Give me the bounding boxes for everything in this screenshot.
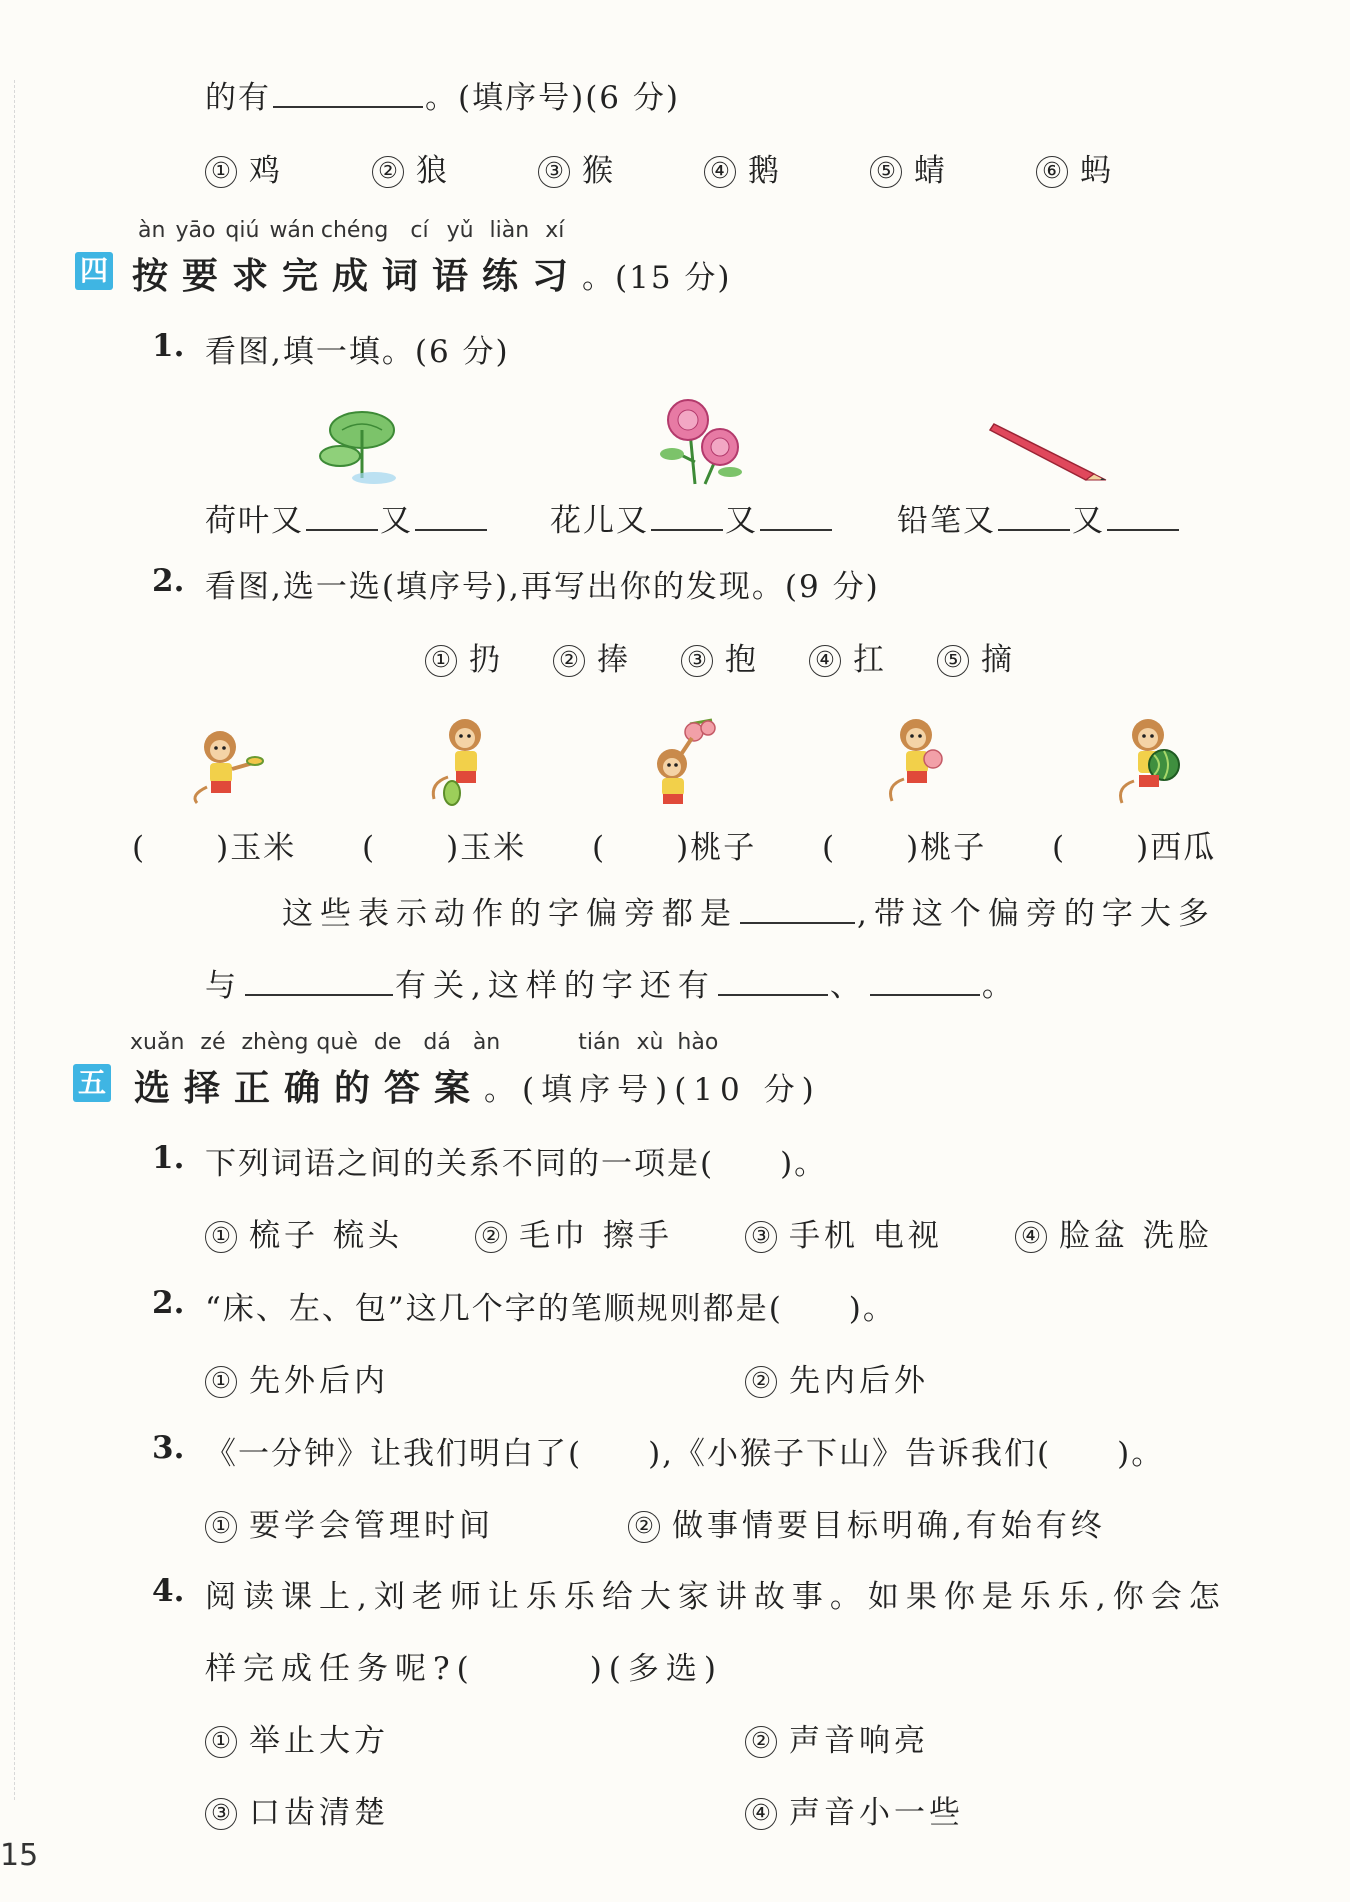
q4-2-option-5: ⑤ 摘: [937, 634, 1016, 679]
prev-question-line: [205, 72, 680, 117]
answer-blank[interactable]: [870, 964, 980, 996]
q5-3-option-1: ① 要学会管理时间: [205, 1500, 494, 1545]
sec4-pinyin: àn yāo qiú wán chéng cí yǔ liàn xí: [138, 218, 565, 243]
answer-blank[interactable]: [998, 499, 1070, 531]
sec5-heading: [134, 1060, 821, 1111]
q4-2-item-1: ( )玉米: [132, 830, 297, 866]
q5-2-option-1: ① 先外后内: [205, 1355, 389, 1400]
q5-1-text: 下列词语之间的关系不同的一项是( )。: [205, 1146, 828, 1182]
q4-2-item-5: ( )西瓜: [1052, 830, 1217, 866]
q4-2-option-4: ④ 扛: [809, 634, 888, 679]
q5-4-option-2: ② 声音响亮: [745, 1715, 929, 1760]
q5-3-text: 《一分钟》让我们明白了( ),《小猴子下山》告诉我们( )。: [205, 1436, 1165, 1472]
q5-4-option-4: ④ 声音小一些: [745, 1787, 964, 1832]
q5-2-number: 2.: [152, 1285, 185, 1321]
sec5-title: 选择正确的答案: [134, 1068, 485, 1109]
q5-2-text: “床、左、包”这几个字的笔顺规则都是( )。: [205, 1291, 896, 1327]
q4-1-text: 看图,填一填。(6 分): [205, 334, 510, 370]
q5-4-text-line-2: 样完成任务呢?( )(多选): [205, 1651, 723, 1687]
q4-2-number: 2.: [152, 563, 185, 599]
monkey-peach-icon-2: [878, 715, 968, 810]
sec4-heading: [132, 248, 732, 299]
q4-2-option-1: ① 扔: [425, 634, 504, 679]
q4-2-option-2: ② 捧: [553, 634, 632, 679]
prev-option-2: ② 狼: [372, 145, 451, 190]
prev-text-b: 。(填序号)(6 分): [425, 80, 680, 116]
flower-icon: [650, 392, 750, 492]
q5-4-number: 4.: [152, 1573, 185, 1609]
margin-line: [14, 80, 15, 1800]
monkey-corn-icon-2: [420, 715, 510, 810]
answer-blank[interactable]: [415, 499, 487, 531]
q4-2-item-2: ( )玉米: [362, 830, 527, 866]
q5-1-option-4: ④ 脸盆 洗脸: [1015, 1210, 1213, 1255]
q5-3-number: 3.: [152, 1430, 185, 1466]
answer-blank[interactable]: [740, 892, 855, 924]
answer-blank[interactable]: [651, 499, 723, 531]
answer-blank[interactable]: [718, 964, 828, 996]
q4-2-text: 看图,选一选(填序号),再写出你的发现。(9 分): [205, 569, 880, 605]
answer-blank[interactable]: [1107, 499, 1179, 531]
q5-4-option-3: ③ 口齿清楚: [205, 1787, 389, 1832]
prev-option-5: ⑤ 蜻: [870, 145, 949, 190]
q4-1-item-1: 荷叶又 又: [205, 495, 489, 540]
prev-option-4: ④ 鹅: [704, 145, 783, 190]
q4-1-item-2: 花儿又 又: [550, 495, 834, 540]
q4-2-finding-line-1: 这些表示动作的字偏旁都是 ,带这个偏旁的字大多: [282, 888, 1216, 933]
section-badge-4: 四: [75, 252, 113, 290]
answer-blank[interactable]: [760, 499, 832, 531]
q4-1-item-3: 铅笔又 又: [897, 495, 1181, 540]
answer-blank[interactable]: [273, 76, 423, 108]
q5-1-option-2: ② 毛巾 擦手: [475, 1210, 673, 1255]
answer-blank[interactable]: [245, 964, 393, 996]
page-number: 15: [0, 1838, 39, 1873]
section-badge-5: 五: [73, 1064, 111, 1102]
q5-1-number: 1.: [152, 1140, 185, 1176]
lotus-leaf-icon: [312, 408, 402, 488]
q5-4-text-line-1: 阅读课上,刘老师让乐乐给大家讲故事。如果你是乐乐,你会怎: [205, 1579, 1227, 1615]
q5-4-option-1: ① 举止大方: [205, 1715, 389, 1760]
q4-1-number: 1.: [152, 328, 185, 364]
q4-2-item-3: ( )桃子: [592, 830, 757, 866]
sec5-score: 。(填序号)(10 分): [484, 1072, 821, 1108]
q4-2-item-4: ( )桃子: [822, 830, 987, 866]
prev-option-3: ③ 猴: [538, 145, 617, 190]
prev-option-6: ⑥ 蚂: [1036, 145, 1115, 190]
q4-2-finding-line-2: 与 有关,这样的字还有 、 。: [205, 960, 1020, 1005]
prev-text-a: 的有: [205, 80, 271, 116]
sec4-title: 按要求完成词语练习: [132, 256, 583, 297]
q4-2-option-3: ③ 抱: [681, 634, 760, 679]
q5-3-option-2: ② 做事情要目标明确,有始有终: [628, 1500, 1106, 1545]
q5-1-option-1: ① 梳子 梳头: [205, 1210, 403, 1255]
sec4-score: 。(15 分): [582, 260, 732, 296]
monkey-peach-icon-1: [642, 718, 732, 810]
monkey-corn-icon-1: [185, 725, 275, 810]
sec5-pinyin: xuǎn zé zhèng què de dá àn tián xù hào: [130, 1030, 719, 1055]
answer-blank[interactable]: [306, 499, 378, 531]
pencil-icon: [990, 418, 1110, 483]
monkey-watermelon-icon: [1110, 715, 1200, 810]
q5-2-option-2: ② 先内后外: [745, 1355, 929, 1400]
prev-option-1: ① 鸡: [205, 145, 284, 190]
q5-1-option-3: ③ 手机 电视: [745, 1210, 943, 1255]
